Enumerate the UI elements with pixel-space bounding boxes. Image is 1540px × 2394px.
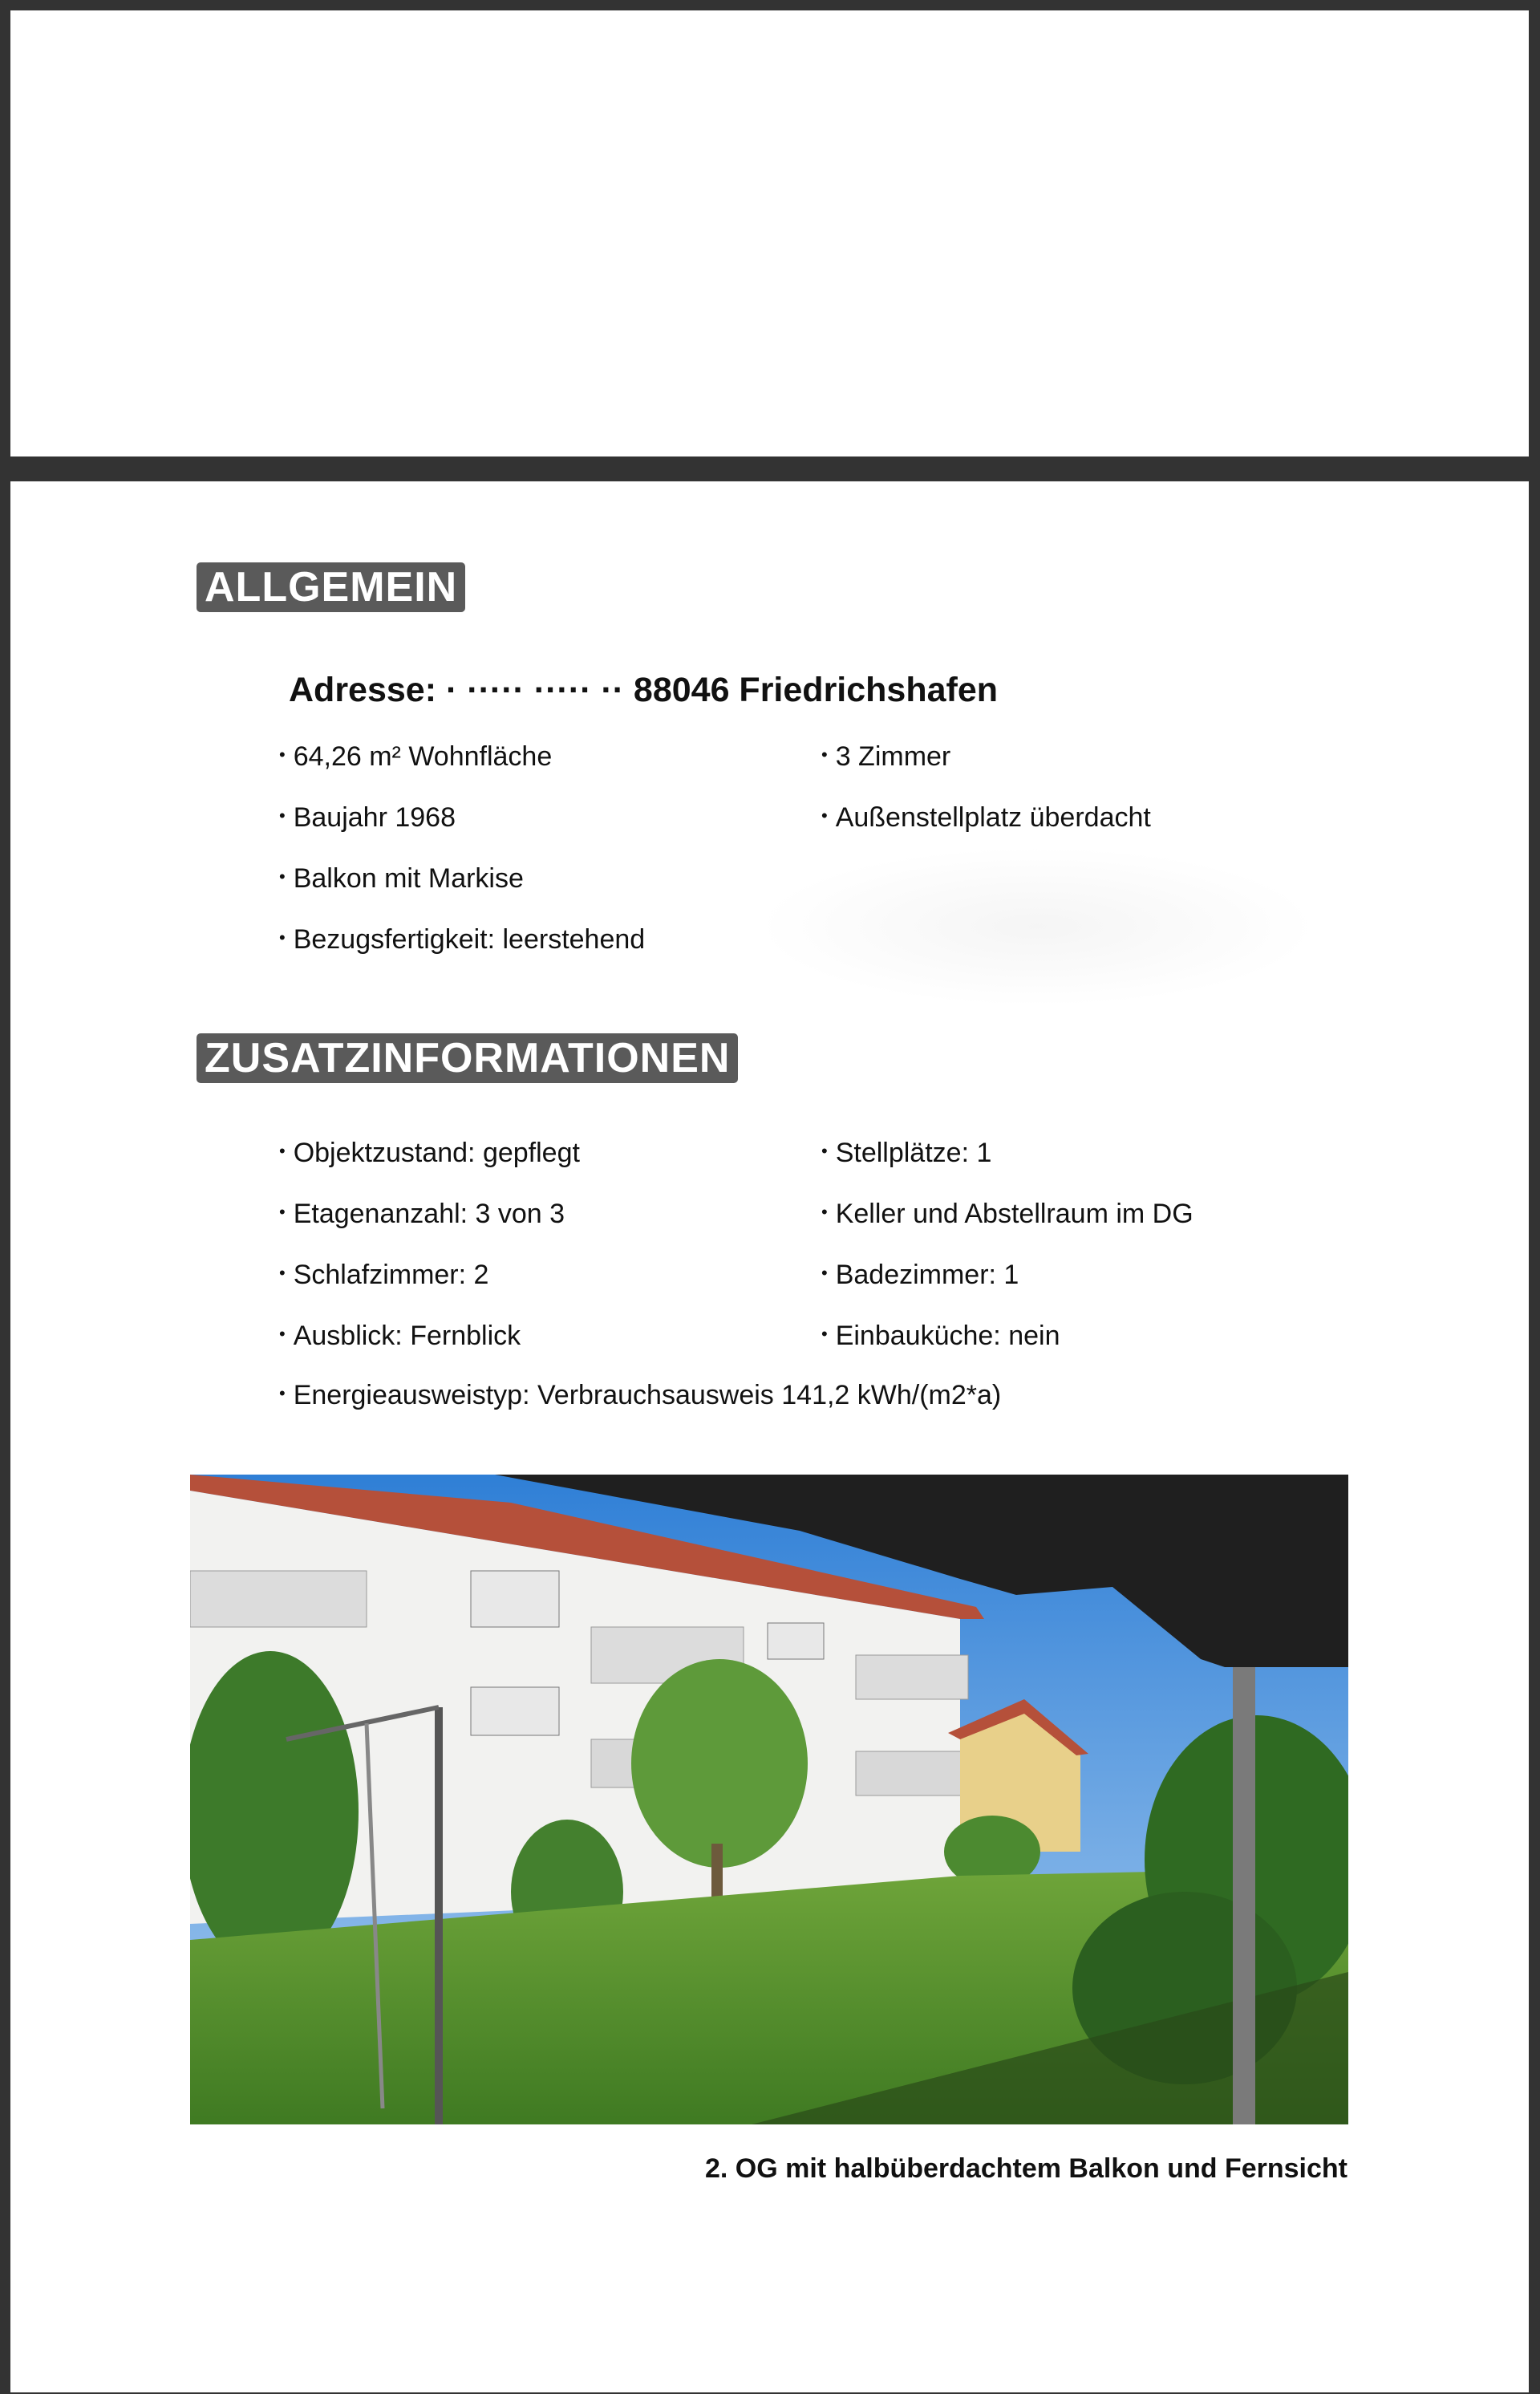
feature-availability: • Bezugsfertigkeit: leerstehend [279, 924, 645, 956]
section-header-allgemein: ALLGEMEIN [197, 562, 465, 612]
section-header-zusatzinformationen: ZUSATZINFORMATIONEN [197, 1033, 738, 1083]
address-line: Adresse: · ····· ····· ·· 88046 Friedrichshafen [289, 671, 999, 709]
info-view: • Ausblick: Fernblick [279, 1321, 521, 1352]
info-floors: • Etagenanzahl: 3 von 3 [279, 1199, 565, 1230]
info-bathrooms: • Badezimmer: 1 [821, 1260, 1019, 1291]
feature-balcony: • Balkon mit Markise [279, 863, 524, 895]
feature-parking: • Außenstellplatz überdacht [821, 802, 1151, 834]
redacted-area [756, 846, 1318, 1007]
info-energy-certificate: • Energieausweistyp: Verbrauchsausweis 141,2 kWh/(m2*a) [279, 1380, 1001, 1411]
info-bedrooms: • Schlafzimmer: 2 [279, 1260, 488, 1291]
property-photo [190, 1475, 1348, 2124]
photo-caption: 2. OG mit halbüberdachtem Balkon und Fernsicht [704, 2153, 1348, 2184]
feature-rooms: • 3 Zimmer [821, 741, 950, 773]
feature-living-area: • 64,26 m² Wohnfläche [279, 741, 552, 773]
info-condition: • Objektzustand: gepflegt [279, 1138, 580, 1169]
info-kitchen: • Einbauküche: nein [821, 1321, 1060, 1352]
feature-year-built: • Baujahr 1968 [279, 802, 456, 834]
blank-page-top [10, 10, 1529, 456]
info-cellar: • Keller und Abstellraum im DG [821, 1199, 1194, 1230]
info-parking-spaces: • Stellplätze: 1 [821, 1138, 991, 1169]
expose-page [10, 481, 1529, 2392]
